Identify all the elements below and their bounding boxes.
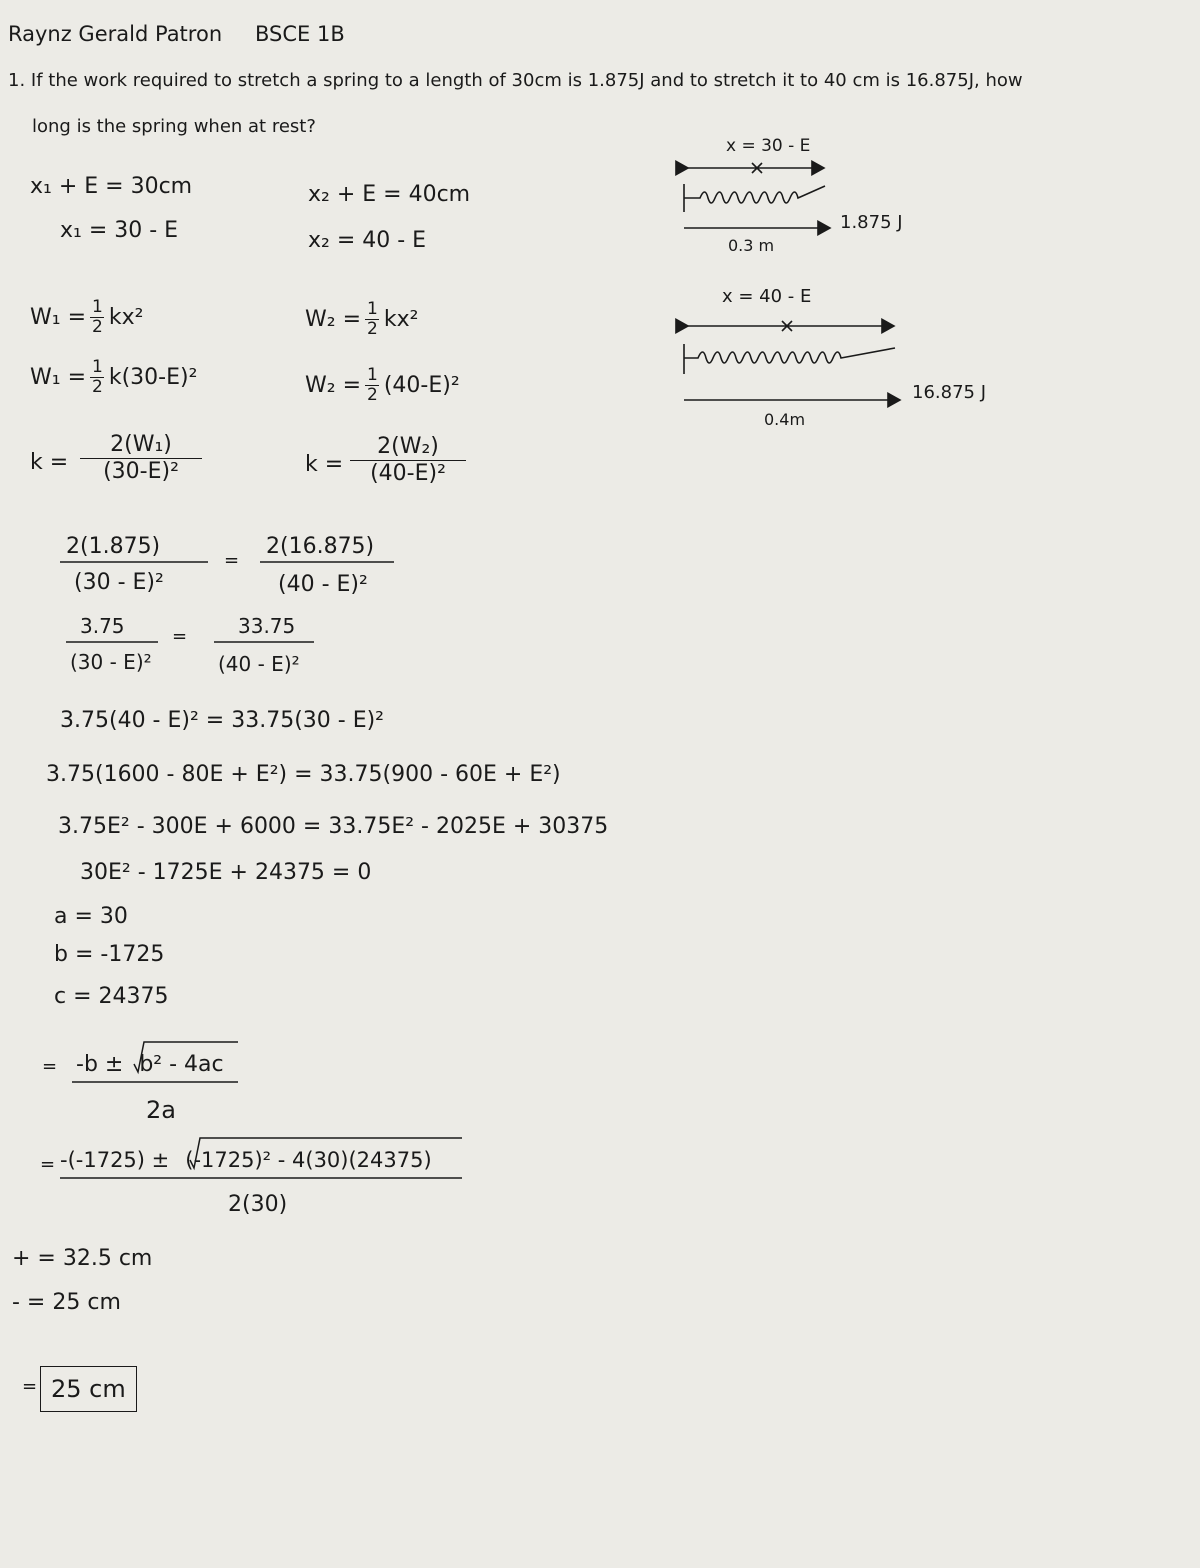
fraction-2-numerator: 2(16.875) [266, 534, 375, 559]
substitution-denominator: 2(30) [228, 1192, 288, 1217]
fraction-4-denominator: (40 - E)² [218, 652, 300, 676]
left-eq-1: x₁ + E = 30cm [30, 174, 193, 199]
fraction-1-numerator: 2(1.875) [66, 534, 161, 559]
diagram-1-label: x = 30 - E [726, 136, 811, 156]
k2-label: k = [305, 452, 344, 477]
fraction-4-numerator: 33.75 [238, 614, 296, 638]
solution-line-3: 3.75E² - 300E + 6000 = 33.75E² - 2025E + 30375 [58, 814, 609, 839]
solution-line-4: 30E² - 1725E + 24375 = 0 [80, 860, 372, 885]
substitution-prefix: = [40, 1154, 56, 1175]
equals-sign-2: = [172, 626, 188, 647]
section-label: BSCE 1B [255, 22, 345, 46]
substitution-numerator: -(-1725) ± (-1725)² - 4(30)(24375) [60, 1148, 432, 1172]
spring-1-coil [684, 186, 825, 203]
coefficient-c: c = 24375 [54, 984, 169, 1009]
diagram-2-length: 0.4m [764, 410, 806, 429]
coefficient-b: b = -1725 [54, 942, 165, 967]
fraction-1-denominator: (30 - E)² [74, 570, 164, 595]
diagram-1-energy: 1.875 J [840, 212, 903, 233]
diagram-1-length: 0.3 m [728, 236, 775, 255]
k1-fraction: 2(W₁) (30-E)² [80, 432, 202, 485]
solution-line-1: 3.75(40 - E)² = 33.75(30 - E)² [60, 708, 384, 733]
k1-label: k = [30, 450, 69, 475]
spring-diagram-2 [684, 321, 900, 400]
k2-fraction: 2(W₂) (40-E)² [350, 434, 466, 487]
root-plus: + = 32.5 cm [12, 1246, 153, 1271]
work-formula-1: W₁ = $\frac{1}{2}$ kx² [30, 297, 144, 337]
answer-prefix: = [22, 1376, 38, 1397]
final-answer-box: 25 cm [40, 1366, 137, 1412]
spring-2-coil [684, 348, 895, 363]
student-name: Raynz Gerald Patron [8, 22, 223, 46]
spring-diagram-1 [684, 163, 830, 228]
fraction-3-denominator: (30 - E)² [70, 650, 152, 674]
equals-sign-1: = [224, 550, 240, 571]
fraction-2-denominator: (40 - E)² [278, 572, 368, 597]
right-eq-1: x₂ + E = 40cm [308, 182, 471, 207]
diagram-2-label: x = 40 - E [722, 286, 812, 307]
problem-line-2: long is the spring when at rest? [32, 116, 316, 137]
work-formula-1-substituted: W₁ = $\frac{1}{2}$ k(30-E)² [30, 357, 198, 397]
quadratic-prefix: = [42, 1056, 58, 1077]
right-eq-2: x₂ = 40 - E [308, 228, 427, 253]
coefficient-a: a = 30 [54, 904, 128, 929]
work-formula-2: W₂ = $\frac{1}{2}$ kx² [305, 299, 419, 339]
diagram-2-energy: 16.875 J [912, 382, 987, 403]
work-formula-2-substituted: W₂ = $\frac{1}{2}$ (40-E)² [305, 365, 460, 405]
left-eq-2: x₁ = 30 - E [60, 218, 179, 243]
fraction-3-numerator: 3.75 [80, 614, 125, 638]
solution-line-2: 3.75(1600 - 80E + E²) = 33.75(900 - 60E + E²) [46, 762, 561, 787]
quadratic-numerator: -b ± b² - 4ac [76, 1052, 224, 1077]
problem-line-1: 1. If the work required to stretch a spring to a length of 30cm is 1.875J and to stretch it to 40 cm is 16.875J, how [8, 70, 1023, 91]
root-minus: - = 25 cm [12, 1290, 121, 1315]
quadratic-denominator: 2a [146, 1096, 176, 1124]
